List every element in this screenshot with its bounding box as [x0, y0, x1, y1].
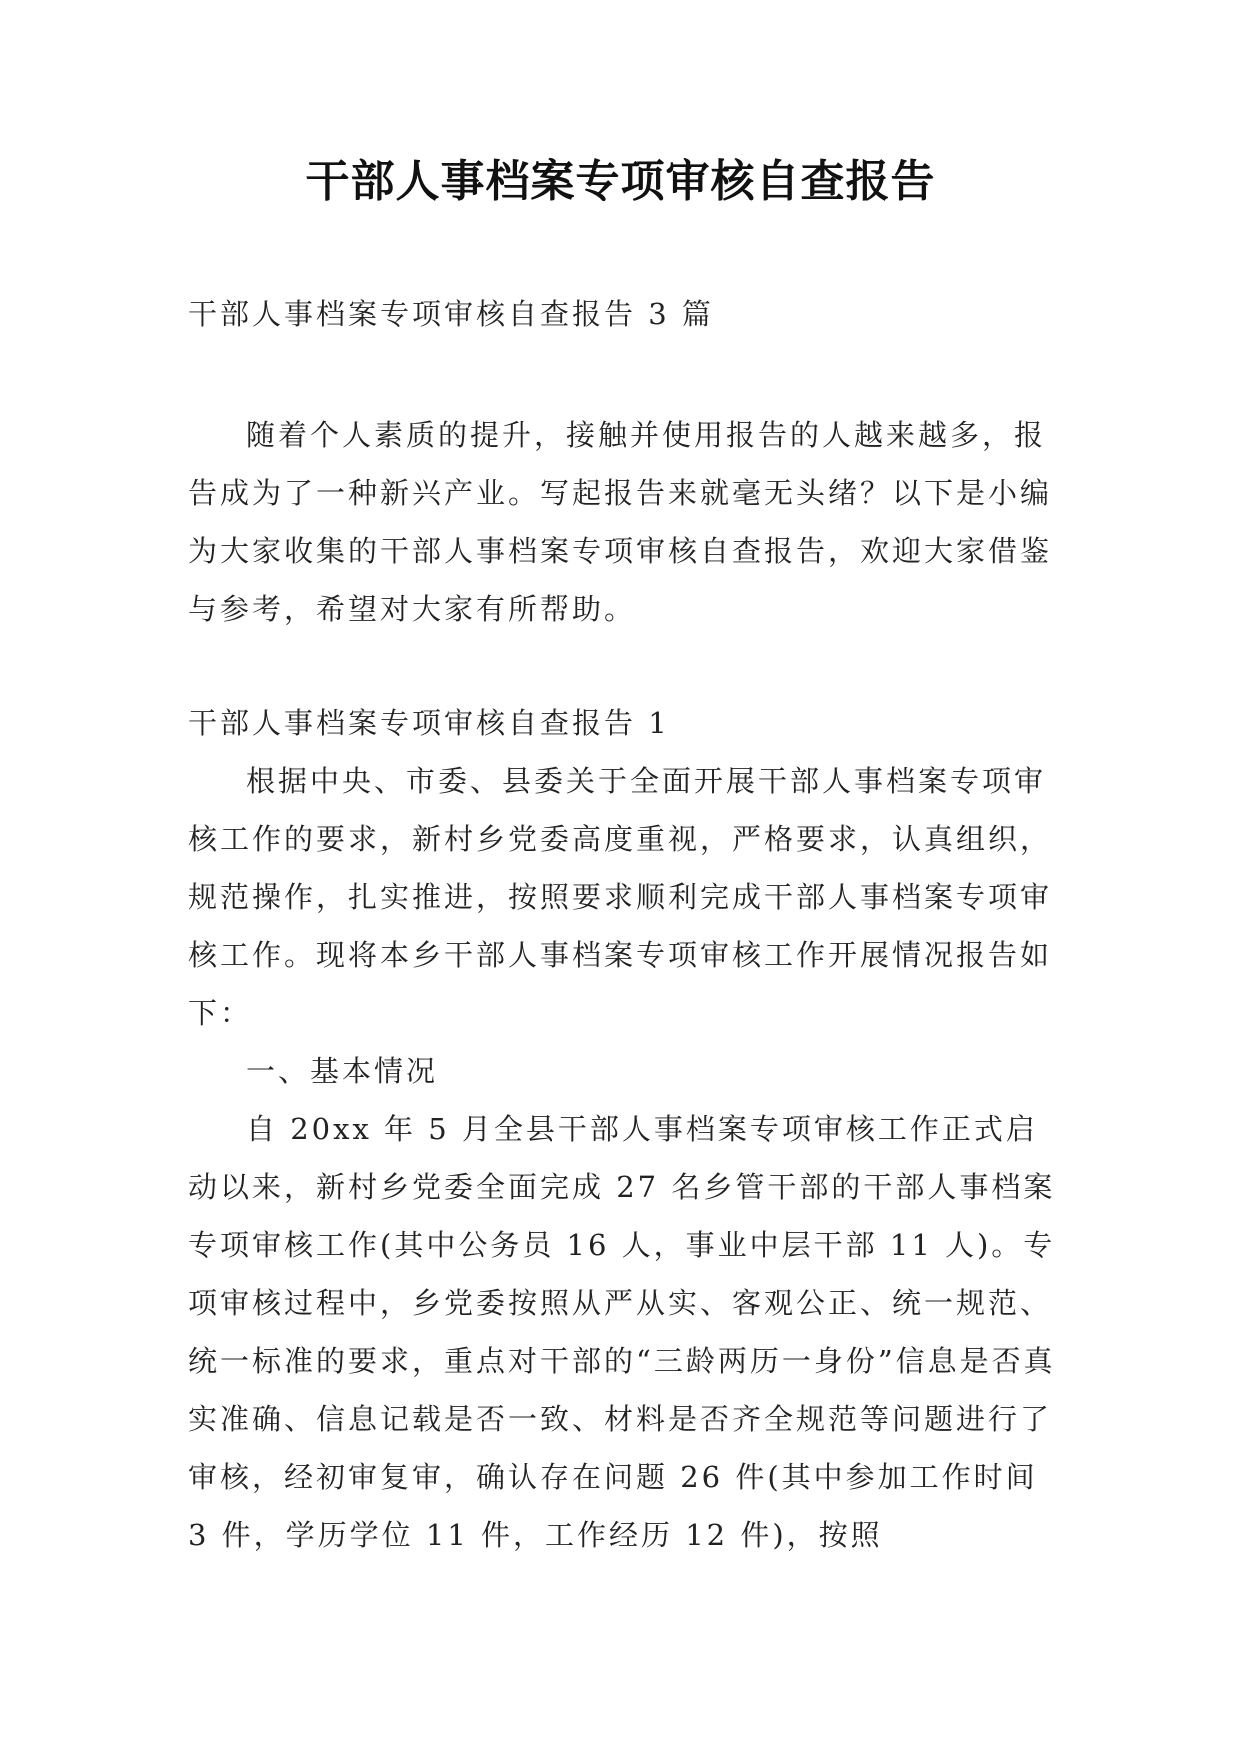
body-paragraph: 自 20xx 年 5 月全县干部人事档案专项审核工作正式启动以来，新村乡党委全面完成 27 名乡管干部的干部人事档案专项审核工作(其中公务员 16 人，事业中层干部 11 人)。专项审核过程中，乡党委按照从严从实、客观公正、统一规范、统一标准的要求，重点对干部的“三龄两历一身份”信息是否真实准确、信息记载是否一致、材料是否齐全规范等问题进行了审核，经初审复审，确认存在问题 26 件(其中参加工作时间 3 件，学历学位 11 件，工作经历 12 件)，按照 [188, 1112, 1056, 1552]
subsection-heading: 一、基本情况 [246, 1054, 439, 1088]
document-subtitle: 干部人事档案专项审核自查报告 3 篇 [188, 297, 714, 331]
body-paragraph: 根据中央、市委、县委关于全面开展干部人事档案专项审核工作的要求，新村乡党委高度重视，严格要求，认真组织，规范操作，扎实推进，按照要求顺利完成干部人事档案专项审核工作。现将本乡干部人事档案专项审核工作开展情况报告如下： [188, 764, 1053, 1030]
section-heading: 干部人事档案专项审核自查报告 1 [188, 706, 670, 740]
intro-paragraph: 随着个人素质的提升，接触并使用报告的人越来越多，报告成为了一种新兴产业。写起报告来就毫无头绪？以下是小编为大家收集的干部人事档案专项审核自查报告，欢迎大家借鉴与参考，希望对大家有所帮助。 [188, 418, 1053, 626]
document-title: 干部人事档案专项审核自查报告 [305, 156, 936, 207]
section-body [188, 752, 1062, 1564]
